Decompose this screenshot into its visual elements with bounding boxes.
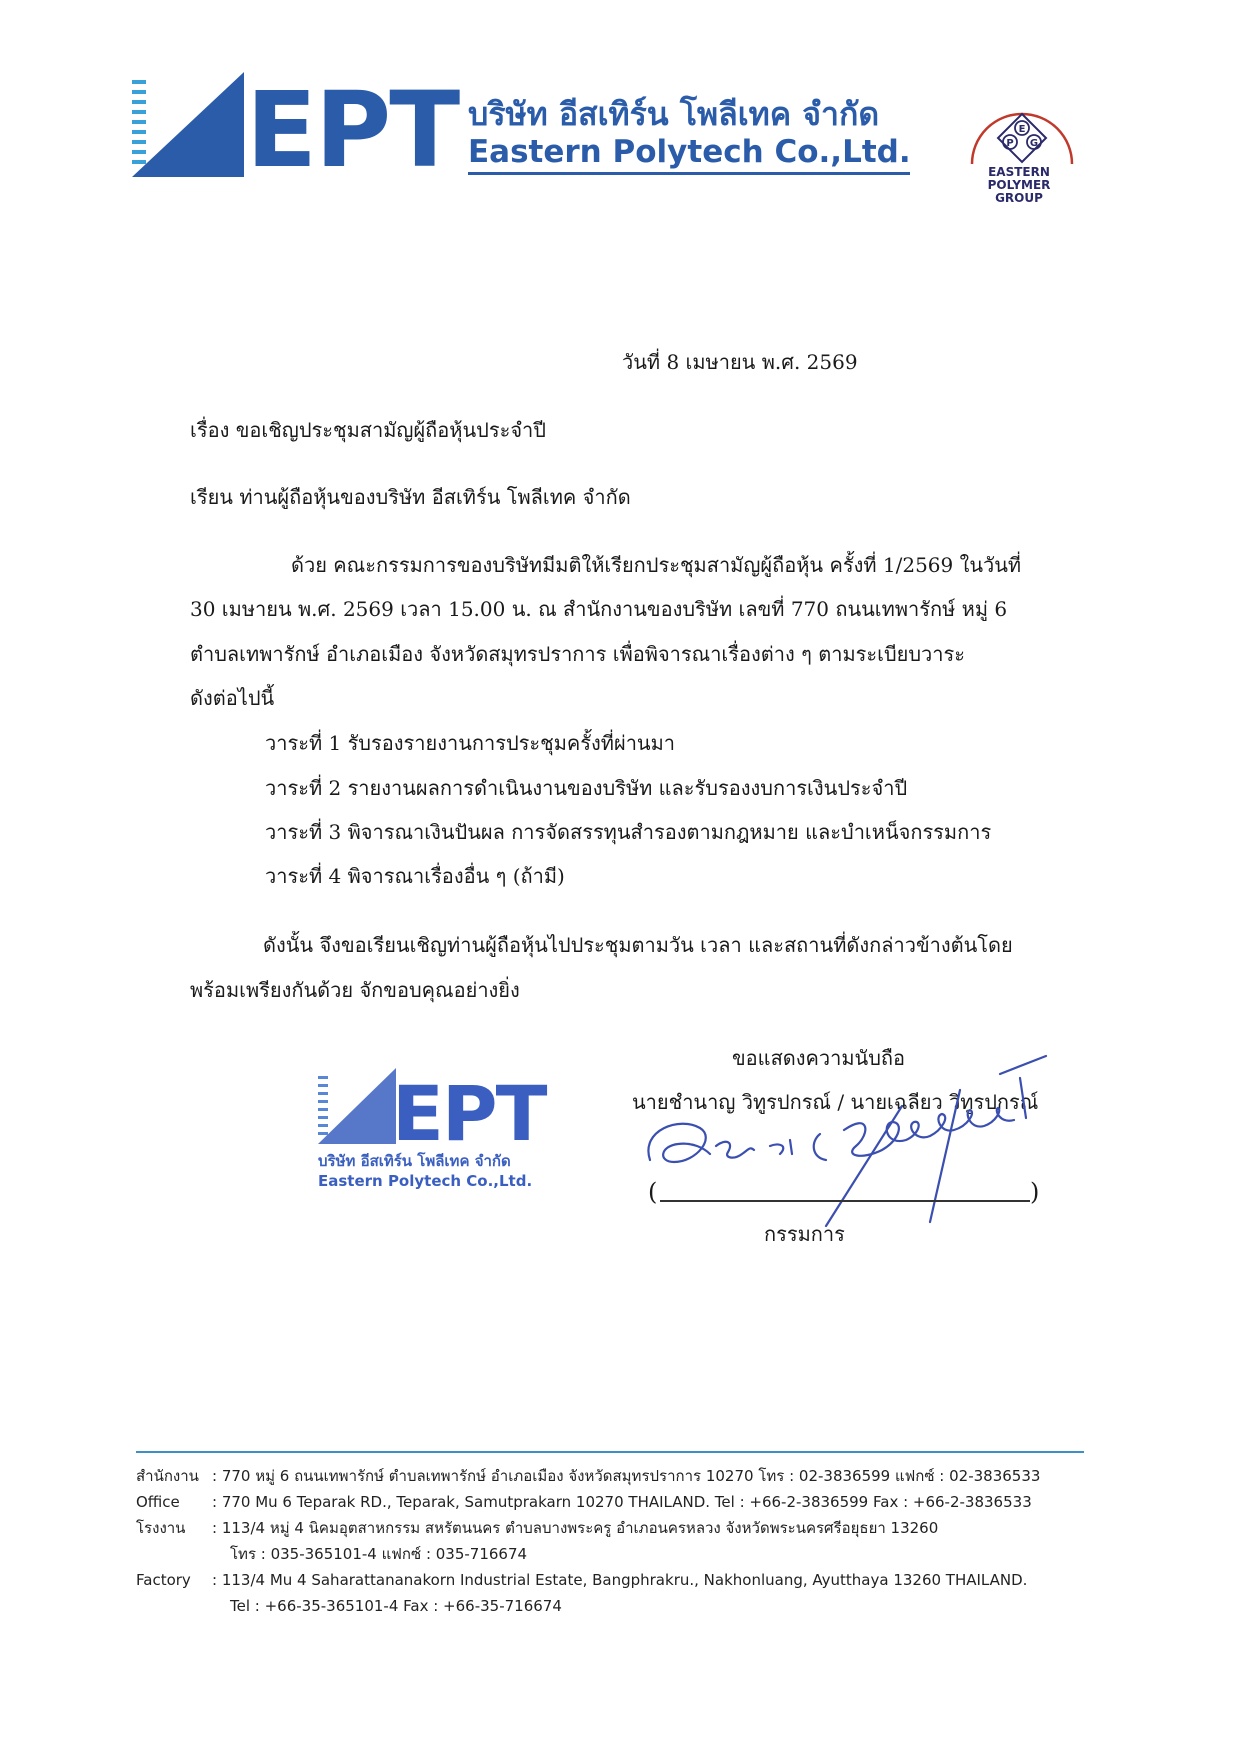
company-name-th: บริษัท อีสเทิร์น โพลีเทค จำกัด	[468, 95, 880, 133]
paragraph-2-line-1: ดังนั้น จึงขอเรียนเชิญท่านผู้ถือหุ้นไปประชุมตามวัน เวลา และสถานที่ดังกล่าวข้างต้นโดย	[263, 933, 1013, 957]
date-line: วันที่ 8 เมษายน พ.ศ. 2569	[622, 350, 858, 374]
stamp-name-en: Eastern Polytech Co.,Ltd.	[318, 1172, 533, 1190]
handwritten-signature	[630, 1050, 1070, 1240]
stamp-name-th: บริษัท อีสเทิร์น โพลีเทค จำกัด	[318, 1152, 511, 1170]
epg-badge-icon	[962, 96, 1082, 166]
signature-paren-close: )	[1030, 1178, 1040, 1206]
footer-office-th-label: สำนักงาน	[136, 1467, 199, 1485]
footer-factory-en-label: Factory	[136, 1571, 191, 1589]
footer-factory-th-value: : 113/4 หมู่ 4 นิคมอุตสาหกรรม สหรัตนนคร ตำบลบางพระครู อำเภอนครหลวง จังหวัดพระนครศรีอยุธยา 13260	[212, 1519, 939, 1537]
agenda-item-4: วาระที่ 4 พิจารณาเรื่องอื่น ๆ (ถ้ามี)	[265, 864, 565, 888]
agenda-item-1: วาระที่ 1 รับรองรายงานการประชุมครั้งที่ผ่านมา	[265, 731, 676, 755]
signer-title: กรรมการ	[764, 1222, 845, 1246]
footer-factory-th-label: โรงงาน	[136, 1519, 186, 1537]
paragraph-1-line-3: ตำบลเทพารักษ์ อำเภอเมือง จังหวัดสมุทรปราการ เพื่อพิจารณาเรื่องต่าง ๆ ตามระเบียบวาระ	[190, 642, 965, 666]
agenda-item-3: วาระที่ 3 พิจารณาเงินปันผล การจัดสรรทุนสำรองตามกฎหมาย และบำเหน็จกรรมการ	[265, 820, 992, 844]
closing-line: ขอแสดงความนับถือ	[732, 1046, 906, 1070]
agenda-item-2: วาระที่ 2 รายงานผลการดำเนินงานของบริษัท และรับรองงบการเงินประจำปี	[265, 776, 908, 800]
paragraph-2-line-2: พร้อมเพรียงกันด้วย จักขอบคุณอย่างยิ่ง	[190, 978, 520, 1002]
stamp-logo-icon	[318, 1068, 396, 1144]
footer-office-en-value: : 770 Mu 6 Teparak RD., Teparak, Samutprakarn 10270 THAILAND. Tel : +66-2-3836599 Fax : +66-2-3836533	[212, 1493, 1032, 1511]
company-name-underline	[468, 172, 910, 175]
paragraph-1-line-4: ดังต่อไปนี้	[190, 686, 275, 710]
stamp-logo-text: EPT	[392, 1069, 546, 1158]
subject-line: เรื่อง ขอเชิญประชุมสามัญผู้ถือหุ้นประจำปี	[190, 418, 546, 442]
ept-logo-text: EPT	[246, 69, 459, 191]
epg-letter-p: P	[1006, 138, 1014, 149]
footer-factory-en-phone: Tel : +66-35-365101-4 Fax : +66-35-716674	[230, 1597, 562, 1615]
epg-letter-e: E	[1018, 124, 1026, 135]
paragraph-1-line-2: 30 เมษายน พ.ศ. 2569 เวลา 15.00 น. ณ สำนักงานของบริษัท เลขที่ 770 ถนนเทพารักษ์ หมู่ 6	[190, 597, 1008, 621]
epg-caption-line-2: GROUP	[995, 191, 1043, 205]
footer-office-th-value: : 770 หมู่ 6 ถนนเทพารักษ์ ตำบลเทพารักษ์ อำเภอเมือง จังหวัดสมุทรปราการ 10270 โทร : 02-3836599 แฟกซ์ : 02-3836533	[212, 1467, 1041, 1485]
footer-factory-th-phone: โทร : 035-365101-4 แฟกซ์ : 035-716674	[230, 1545, 528, 1563]
footer-divider	[136, 1451, 1084, 1453]
footer-office-en-label: Office	[136, 1493, 180, 1511]
signer-names: นายชำนาญ วิทูรปกรณ์ / นายเฉลียว วิทูรปกรณ์	[632, 1090, 1039, 1114]
epg-letter-g: G	[1029, 138, 1039, 149]
epg-caption	[956, 166, 1082, 205]
epg-caption-line-1: EASTERN POLYMER	[987, 165, 1051, 192]
ept-logo-icon	[132, 72, 244, 177]
signature-line	[660, 1200, 1030, 1202]
salutation-line: เรียน ท่านผู้ถือหุ้นของบริษัท อีสเทิร์น โพลีเทค จำกัด	[190, 485, 631, 509]
paragraph-1-line-1: ด้วย คณะกรรมการของบริษัทมีมติให้เรียกประชุมสามัญผู้ถือหุ้น ครั้งที่ 1/2569 ในวันที่	[291, 553, 1022, 577]
company-name-en: Eastern Polytech Co.,Ltd.	[468, 134, 911, 170]
footer-factory-en-value: : 113/4 Mu 4 Saharattananakorn Industrial Estate, Bangphrakru., Nakhonluang, Ayutthaya 13260 THAILAND.	[212, 1571, 1028, 1589]
signature-paren-open: (	[648, 1178, 658, 1206]
